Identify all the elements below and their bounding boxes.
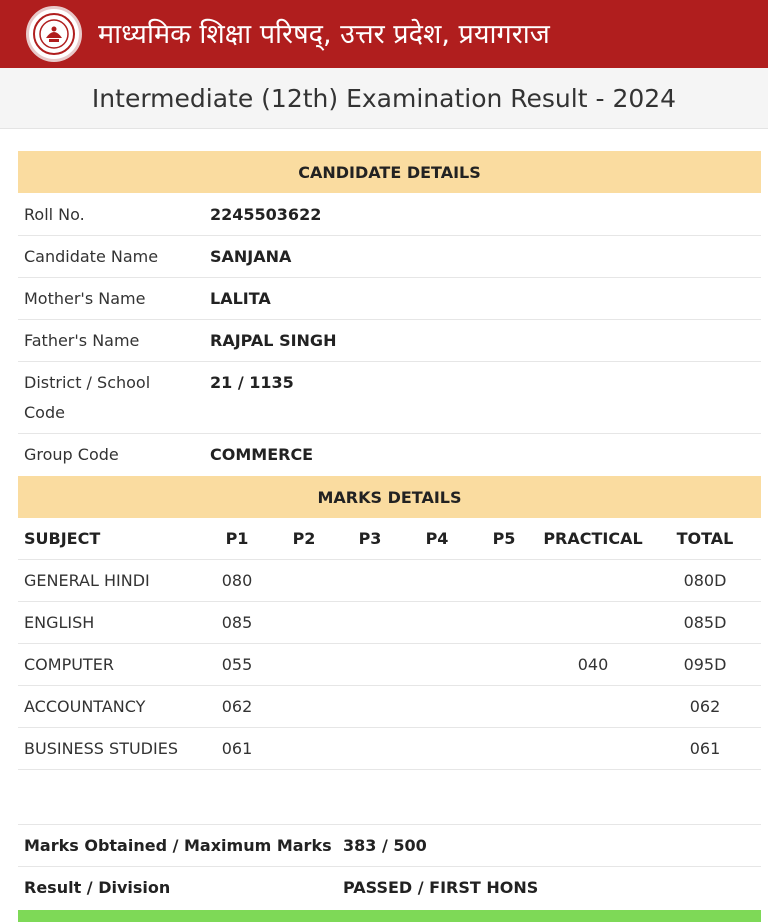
total-cell: 095D (683, 655, 727, 674)
header-p3-cell: P3 (358, 529, 382, 548)
board-title: माध्यमिक शिक्षा परिषद्, उत्तर प्रदेश, प्रयागराज (98, 19, 550, 50)
roll-number-row (18, 193, 761, 236)
p1-cell: 055 (221, 655, 253, 674)
header-p1-cell: P1 (225, 529, 249, 548)
marks-table-row (18, 560, 761, 602)
group-code-label: Group Code (24, 445, 119, 464)
p1-cell: 080 (221, 571, 253, 590)
result-division-label: Result / Division (24, 878, 171, 897)
district-school-label-line1: District / School (24, 373, 151, 392)
father-name-label: Father's Name (24, 331, 140, 350)
total-cell: 062 (689, 697, 721, 716)
total-cell: 085D (683, 613, 727, 632)
total-cell: 080D (683, 571, 727, 590)
header-p4-cell: P4 (425, 529, 449, 548)
marks-table-row (18, 602, 761, 644)
father-name-row (18, 320, 761, 362)
exam-title-bar (0, 68, 768, 129)
subject-cell: COMPUTER (24, 655, 114, 674)
header-subject-cell: SUBJECT (24, 529, 101, 548)
subject-cell: BUSINESS STUDIES (24, 739, 178, 758)
board-header (0, 0, 768, 68)
roll-number-label: Roll No. (24, 205, 85, 224)
subject-cell: ENGLISH (24, 613, 95, 632)
district-school-value: 21 / 1135 (210, 373, 294, 392)
district-school-label-line2: Code (24, 403, 65, 422)
header-total-cell: TOTAL (676, 529, 734, 548)
header-p2-cell: P2 (292, 529, 316, 548)
practical-cell: 040 (577, 655, 609, 674)
subject-cell: GENERAL HINDI (24, 571, 150, 590)
marks-header-row (18, 518, 761, 560)
mother-name-row (18, 278, 761, 320)
candidate-name-value: SANJANA (210, 247, 292, 266)
marks-table-row (18, 728, 761, 770)
marks-obtained-value: 383 / 500 (343, 836, 427, 855)
marks-details-heading: MARKS DETAILS (18, 476, 761, 518)
header-practical-cell: PRACTICAL (543, 529, 643, 548)
candidate-details-heading: CANDIDATE DETAILS (18, 151, 761, 193)
candidate-name-row (18, 236, 761, 278)
district-school-row (18, 362, 761, 434)
candidate-name-label: Candidate Name (24, 247, 159, 266)
exam-title: Intermediate (12th) Examination Result - 2024 (91, 83, 677, 113)
p1-cell: 085 (221, 613, 253, 632)
spacer-row (18, 780, 761, 825)
marks-table-row (18, 686, 761, 728)
p1-cell: 062 (221, 697, 253, 716)
father-name-value: RAJPAL SINGH (210, 331, 337, 350)
marks-obtained-label: Marks Obtained / Maximum Marks (24, 836, 332, 855)
mother-name-value: LALITA (210, 289, 271, 308)
up-board-emblem-icon (26, 6, 82, 62)
p1-cell: 061 (221, 739, 253, 758)
result-division-row (18, 867, 761, 909)
roll-number-value: 2245503622 (210, 205, 322, 224)
subject-cell: ACCOUNTANCY (24, 697, 146, 716)
header-p5-cell: P5 (492, 529, 516, 548)
result-division-value: PASSED / FIRST HONS (343, 878, 539, 897)
group-code-value: COMMERCE (210, 445, 314, 464)
marks-obtained-row (18, 825, 761, 867)
result-status-bar (18, 910, 761, 922)
mother-name-label: Mother's Name (24, 289, 146, 308)
total-cell: 061 (689, 739, 721, 758)
marks-table-row (18, 644, 761, 686)
group-code-row (18, 434, 761, 476)
